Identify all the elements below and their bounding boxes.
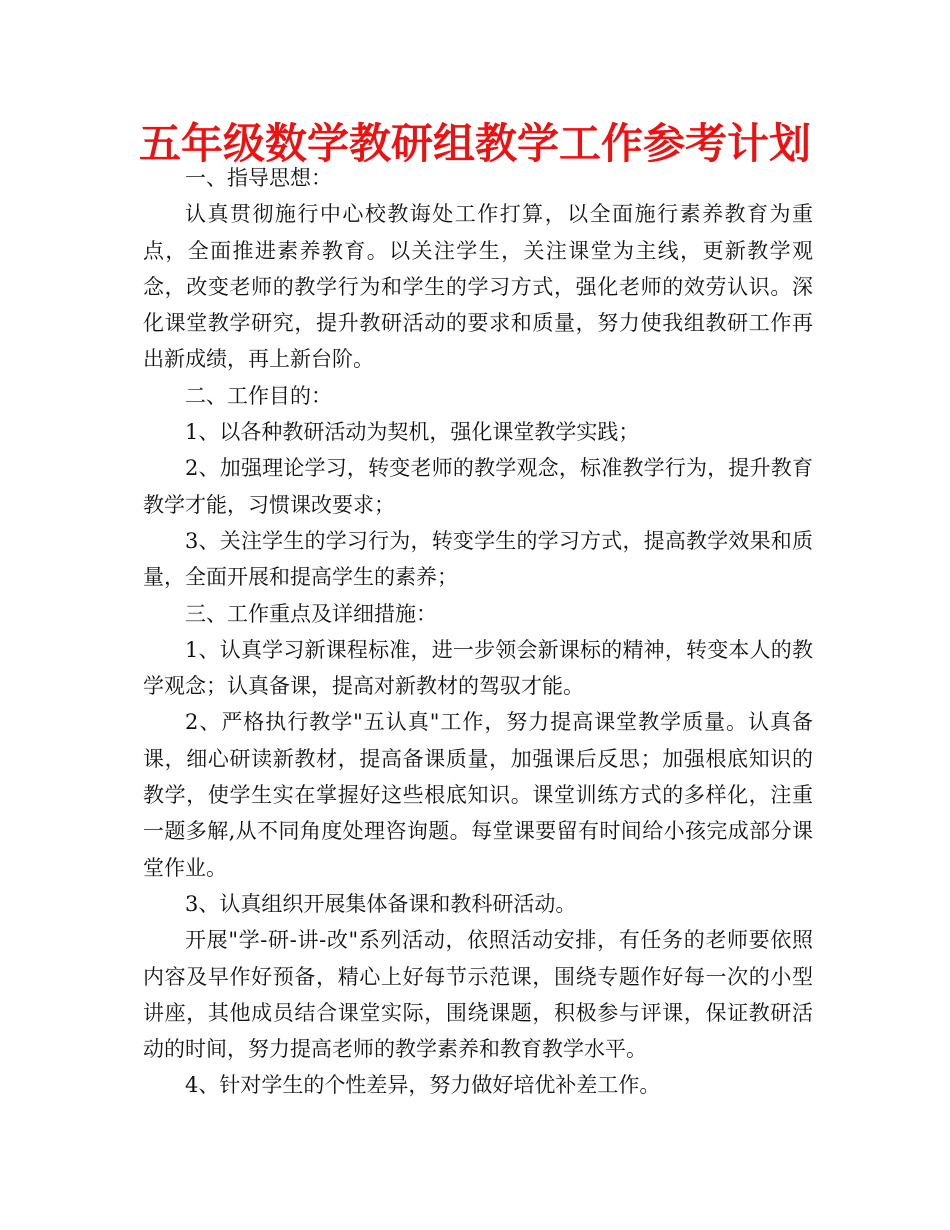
measure-item-3: 3、认真组织开展集体备课和教科研活动。: [185, 891, 577, 916]
section-heading-key-measures: 三、工作重点及详细措施：: [185, 601, 437, 626]
section-heading-work-goals: 二、工作目的：: [185, 383, 332, 408]
document-body: [143, 160, 813, 1104]
section-heading-guiding-ideology: 一、指导思想：: [185, 166, 332, 190]
measure-item-3-detail: 开展"学-研-讲-改"系列活动，依照活动安排，有任务的老师要依照内容及早作好预备，精心上好每节示范课，围绕专题作好每一次的小型讲座，其他成员结合课堂实际，围绕课题，积极参与评课，保证教研活动的时间，努力提高老师的教学素养和教育教学水平。: [143, 928, 813, 1062]
document-title: 五年级数学教研组教学工作参考计划: [138, 119, 811, 168]
paragraph-guiding-ideology: 认真贯彻施行中心校教诲处工作打算，以全面施行素养教育为重点，全面推进素养教育。以关注学生，关注课堂为主线，更新教学观念，改变老师的教学行为和学生的学习方式，强化老师的效劳认识。深化课堂教学研究，提升教研活动的要求和质量，努力使我组教研工作再出新成绩，再上新台阶。: [143, 202, 813, 372]
goal-item-2: 2、加强理论学习，转变老师的教学观念，标准教学行为，提升教育教学才能，习惯课改要求；: [143, 456, 813, 517]
measure-item-1: 1、认真学习新课程标准，进一步领会新课标的精神，转变本人的教学观念；认真备课，提高对新教材的驾驭才能。: [143, 637, 813, 699]
goal-item-1: 1、以各种教研活动为契机，强化课堂教学实践；: [185, 420, 640, 445]
measure-item-4: 4、针对学生的个性差异，努力做好培优补差工作。: [185, 1073, 661, 1098]
measure-item-2: 2、严格执行教学"五认真"工作，努力提高课堂教学质量。认真备课，细心研读新教材，提高备课质量，加强课后反思；加强根底知识的教学，使学生实在掌握好这些根底知识。课堂训练方式的多样化，注重一题多解,从不同角度处理咨询题。每堂课要留有时间给小孩完成部分课堂作业。: [143, 710, 813, 880]
goal-item-3: 3、关注学生的学习行为，转变学生的学习方式，提高教学效果和质量，全面开展和提高学生的素养；: [143, 528, 813, 590]
